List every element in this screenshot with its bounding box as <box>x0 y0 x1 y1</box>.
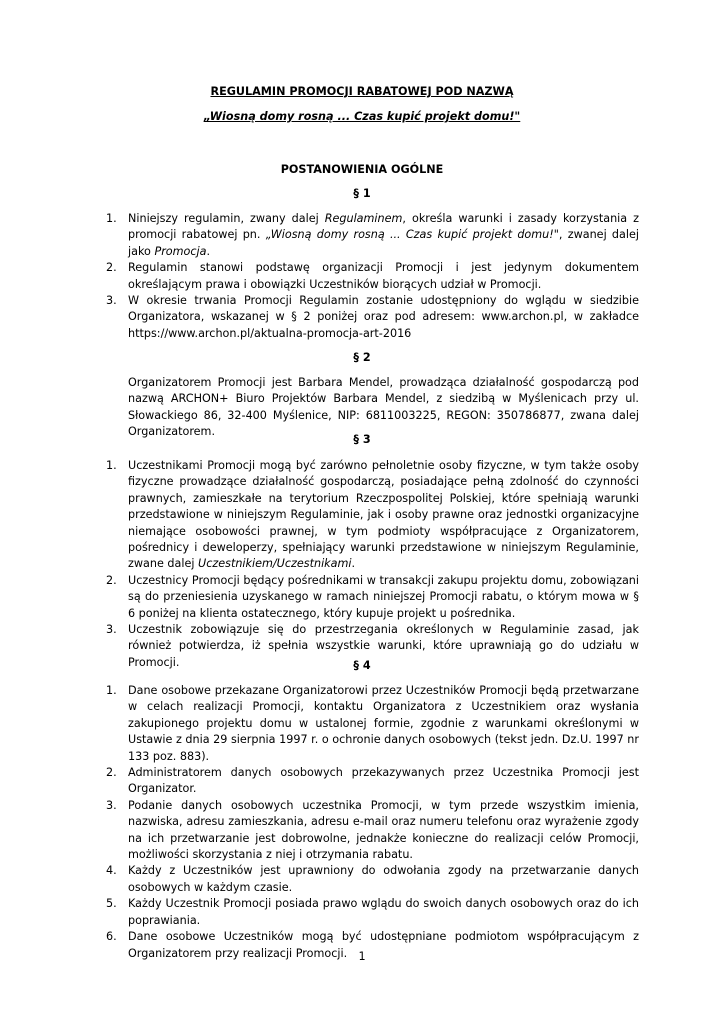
list-item-number: 3. <box>106 294 117 308</box>
list-item-number: 3. <box>106 623 117 637</box>
section-3-list <box>106 458 639 671</box>
list-item: 2. Uczestnicy Promocji będący pośrednikami w transakcji zakupu projektu domu, zobowiązani są do przeniesienia uzyskanego w ramach niniejszej Promocji rabatu, o którym mowa w § 6 poniżej na klienta ostatecznego, który kupuje projekt u pośrednika. <box>106 573 639 620</box>
list-item: 3. Uczestnik zobowiązuje się do przestrzegania określonych w Regulaminie zasad, jak również potwierdza, iż spełnia wszystkie warunki, które uprawniają go do udziału w Promocji. <box>106 623 639 669</box>
list-item-number: 2. <box>106 573 117 587</box>
section-2-heading: § 2 <box>353 351 371 364</box>
list-item-number: 1. <box>106 459 117 472</box>
list-item-number: 5. <box>106 897 117 911</box>
list-item-number: 2. <box>106 261 117 275</box>
list-item: 2. Regulamin stanowi podstawę organizacji Promocji i jest jedynym dokumentem określającym prawa i obowiązki Uczestników biorących udział w Promocji. <box>106 261 639 291</box>
list-item: 4. Każdy z Uczestników jest uprawniony do odwołania zgody na przetwarzanie danych osobowych w każdym czasie. <box>106 864 639 894</box>
list-item: 6. Dane osobowe Uczestników mogą być udostępniane podmiotom współpracującym z Organizatorem przy realizacji Promocji. <box>106 930 639 960</box>
section-4-list <box>106 683 639 962</box>
section-1-heading: § 1 <box>353 187 371 200</box>
general-provisions-heading: POSTANOWIENIA OGÓLNE <box>280 163 444 176</box>
list-item-number: 2. <box>106 766 117 780</box>
list-item-number: 4. <box>106 864 117 878</box>
list-item-number: 3. <box>106 798 117 812</box>
document-title: REGULAMIN PROMOCJI RABATOWEJ POD NAZWĄ <box>210 85 514 98</box>
list-item-number: 6. <box>106 930 117 944</box>
list-item: 3. W okresie trwania Promocji Regulamin zostanie udostępniony do wglądu w siedzibie Organizatora, wskazanej w § 2 poniżej oraz pod adresem: www.archon.pl, w zakładce https://www.archon.pl/aktualna-promocja-art-2016 <box>106 294 639 340</box>
list-item: 5. Każdy Uczestnik Promocji posiada prawo wglądu do swoich danych osobowych oraz do ich poprawiania. <box>106 897 639 927</box>
section-3-heading: § 3 <box>353 433 371 446</box>
promotion-name: „Wiosną domy rosną ... Czas kupić projekt domu!" <box>203 110 521 123</box>
list-item: 3. Podanie danych osobowych uczestnika Promocji, w tym przede wszystkim imienia, nazwiska, adresu zamieszkania, adresu e-mail oraz numeru telefonu oraz wyrażenie zgody na ich przetwarzanie jest dobrowolne, jednakże konieczne do realizacji celów Promocji, możliwości skorzystania z niej i otrzymania rabatu. <box>106 798 639 862</box>
list-item: 2. Administratorem danych osobowych przekazywanych przez Uczestnika Promocji jest Organizator. <box>106 766 639 796</box>
section-1-list <box>106 211 639 342</box>
list-item: 1. Uczestnikami Promocji mogą być zarówno pełnoletnie osoby fizyczne, w tym także osoby fizyczne prowadzące działalność gospodarczą, posiadające pełną zdolność do czynności prawnych, zamieszkałe na terytorium Rzeczpospolitej Polskiej, które spełniają warunki przedstawione w niniejszym Regulaminie, jak i osoby prawne oraz jednostki organizacyjne niemające osobowości prawnej, w tym podmioty współpracujące z Organizatorem, pośrednicy i deweloperzy, spełniający warunki przedstawione w niniejszym Regulaminie, zwane dalej Uczestnikiem/Uczestnikami. <box>106 459 639 571</box>
organizer-paragraph: Organizatorem Promocji jest Barbara Mendel, prowadząca działalność gospodarczą pod nazwą ARCHON+ Biuro Projektów Barbara Mendel, z siedzibą w Myślenicach przy ul. Słowackiego 86, 32-400 Myślenice, NIP: 6811003225, REGON: 350786877, zwana dalej Organizatorem. <box>128 376 639 439</box>
list-item-number: 1. <box>106 212 117 225</box>
list-item: 1. Niniejszy regulamin, zwany dalej Regulaminem, określa warunki i zasady korzystania z promocji rabatowej pn. „Wiosną domy rosną ... Czas kupić projekt domu!", zwanej dalej jako Promocja. <box>106 212 639 258</box>
page-number: 1 <box>358 950 366 963</box>
section-4-heading: § 4 <box>353 659 371 672</box>
list-item-number: 1. <box>106 684 117 697</box>
list-item: 1. Dane osobowe przekazane Organizatorowi przez Uczestników Promocji będą przetwarzane w celach realizacji Promocji, kontaktu Organizatora z Uczestnikiem oraz wysłania zakupionego projektu domu w ustalonej formie, zgodnie z warunkami określonymi w Ustawie z dnia 29 sierpnia 1997 r. o ochronie danych osobowych (tekst jedn. Dz.U. 1997 nr 133 poz. 883). <box>106 684 639 763</box>
